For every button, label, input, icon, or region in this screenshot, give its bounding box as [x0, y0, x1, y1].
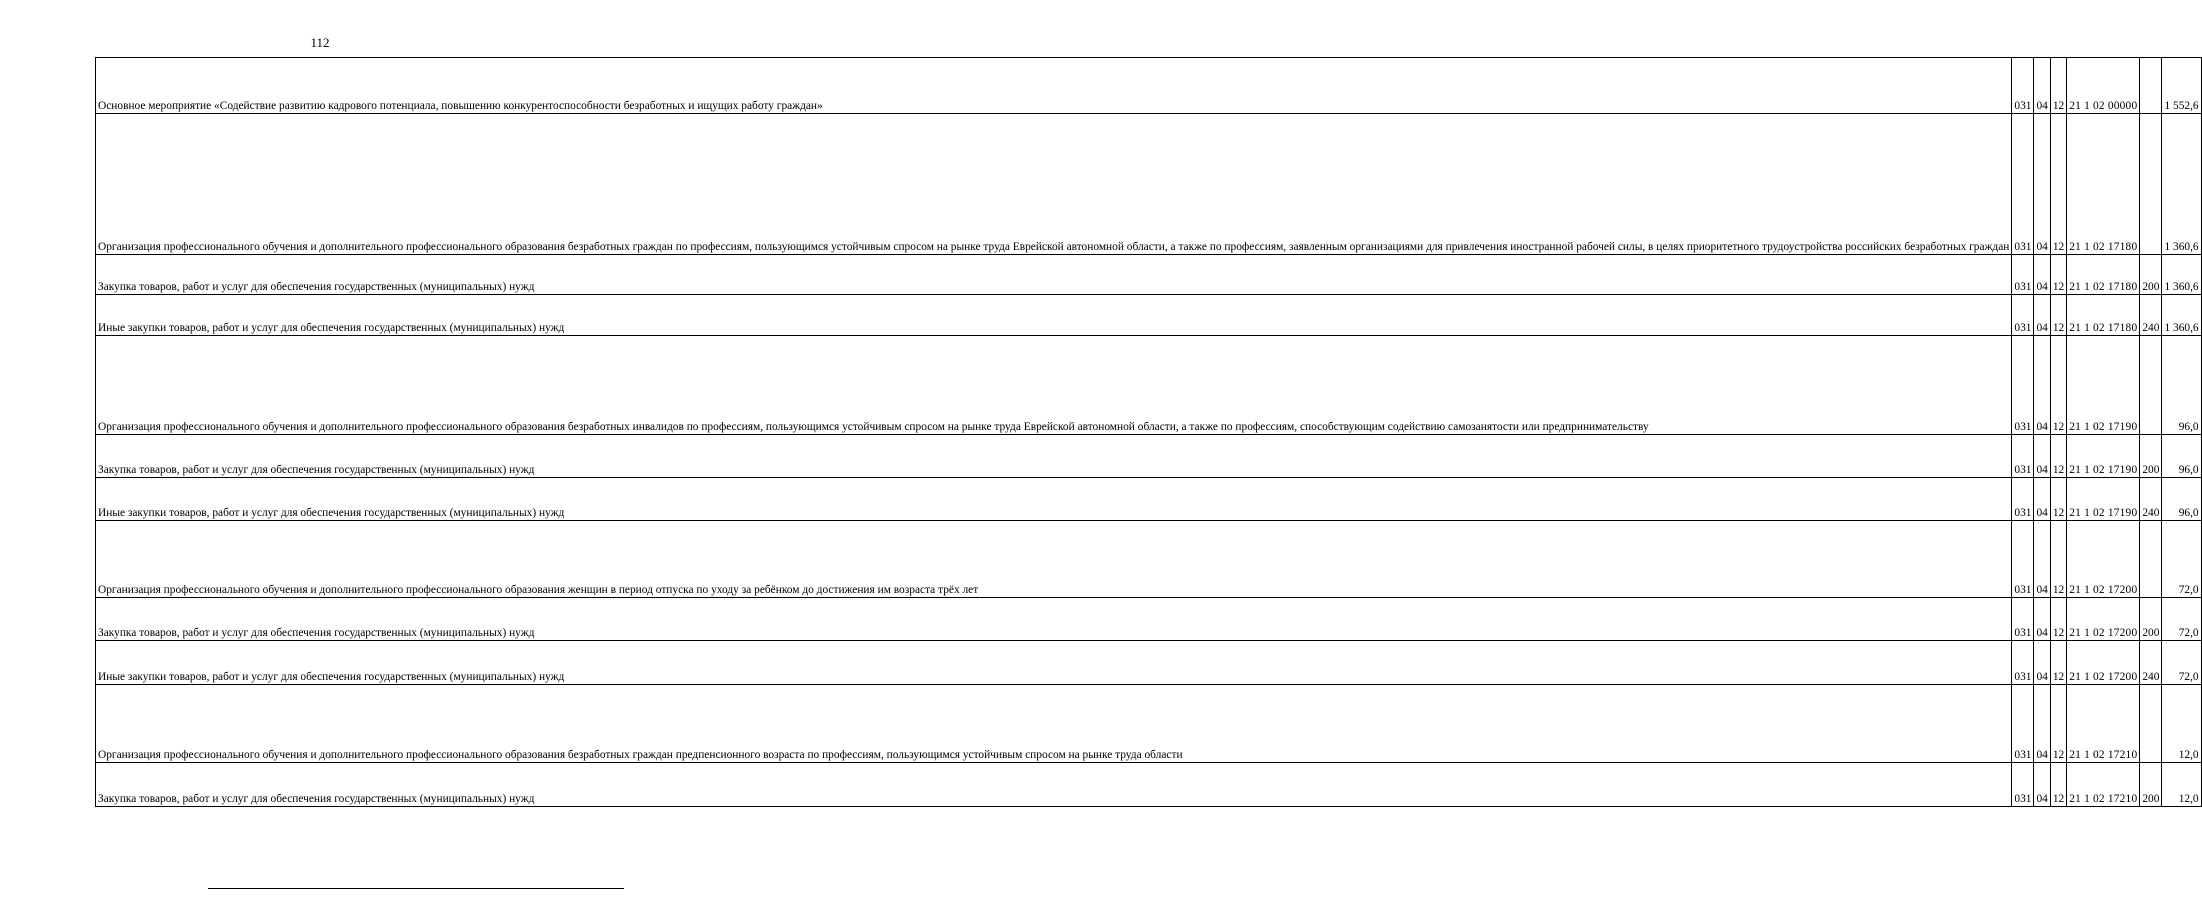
row-name: Закупка товаров, работ и услуг для обеспечения государственных (муниципальных) нужд: [96, 435, 2012, 478]
row-target-article: 21 1 02 00000: [2067, 58, 2140, 114]
table-row: [96, 598, 2202, 641]
row-grbs: 031: [2012, 114, 2034, 255]
row-expense-type: [2140, 685, 2162, 763]
row-amount: 96,0: [2162, 478, 2201, 521]
row-name: Организация профессионального обучения и дополнительного профессионального образования безработных граждан по профессиям, пользующимся устойчивым спросом на рынке труда Еврейской автономной области, а также по профессиям, заявленным организациями для привлечения иностранной рабочей силы, в целях приоритетного трудоустройства российских безработных граждан: [96, 114, 2012, 255]
row-amount: 72,0: [2162, 598, 2201, 641]
table-row: [96, 58, 2202, 114]
row-target-article: 21 1 02 17200: [2067, 598, 2140, 641]
row-section: 04: [2034, 114, 2050, 255]
table-row: [96, 255, 2202, 295]
row-amount: 96,0: [2162, 435, 2201, 478]
row-target-article: 21 1 02 17190: [2067, 336, 2140, 435]
row-subsection: 12: [2050, 685, 2066, 763]
table-row: [96, 763, 2202, 807]
row-target-article: 21 1 02 17180: [2067, 255, 2140, 295]
row-name: Закупка товаров, работ и услуг для обеспечения государственных (муниципальных) нужд: [96, 598, 2012, 641]
row-amount: 72,0: [2162, 641, 2201, 685]
row-grbs: 031: [2012, 435, 2034, 478]
page-number: 112: [310, 35, 330, 50]
row-section: 04: [2034, 295, 2050, 336]
table-row: [96, 685, 2202, 763]
table-row: [96, 336, 2202, 435]
row-name: Закупка товаров, работ и услуг для обеспечения государственных (муниципальных) нужд: [96, 255, 2012, 295]
row-section: 04: [2034, 435, 2050, 478]
row-subsection: 12: [2050, 114, 2066, 255]
row-name: Закупка товаров, работ и услуг для обеспечения государственных (муниципальных) нужд: [96, 763, 2012, 807]
row-expense-type: [2140, 521, 2162, 598]
row-target-article: 21 1 02 17180: [2067, 295, 2140, 336]
row-expense-type: 200: [2140, 255, 2162, 295]
row-section: 04: [2034, 255, 2050, 295]
row-expense-type: 240: [2140, 641, 2162, 685]
row-expense-type: [2140, 336, 2162, 435]
row-amount: 72,0: [2162, 521, 2201, 598]
row-section: 04: [2034, 478, 2050, 521]
row-name: Иные закупки товаров, работ и услуг для обеспечения государственных (муниципальных) нужд: [96, 641, 2012, 685]
budget-table: [95, 57, 2202, 807]
table-row: [96, 295, 2202, 336]
row-grbs: 031: [2012, 58, 2034, 114]
row-name: Иные закупки товаров, работ и услуг для обеспечения государственных (муниципальных) нужд: [96, 295, 2012, 336]
row-expense-type: [2140, 114, 2162, 255]
row-grbs: 031: [2012, 521, 2034, 598]
row-section: 04: [2034, 598, 2050, 641]
row-expense-type: 200: [2140, 435, 2162, 478]
table-row: [96, 435, 2202, 478]
row-subsection: 12: [2050, 58, 2066, 114]
row-target-article: 21 1 02 17180: [2067, 114, 2140, 255]
table-row: [96, 478, 2202, 521]
row-amount: 12,0: [2162, 763, 2201, 807]
row-amount: 96,0: [2162, 336, 2201, 435]
row-section: 04: [2034, 641, 2050, 685]
row-grbs: 031: [2012, 763, 2034, 807]
row-target-article: 21 1 02 17210: [2067, 685, 2140, 763]
row-amount: 1 360,6: [2162, 114, 2201, 255]
table-row: [96, 521, 2202, 598]
row-subsection: 12: [2050, 295, 2066, 336]
row-subsection: 12: [2050, 641, 2066, 685]
row-expense-type: [2140, 58, 2162, 114]
row-name: Основное мероприятие «Содействие развитию кадрового потенциала, повышению конкурентоспособности безработных и ищущих работу граждан»: [96, 58, 2012, 114]
row-subsection: 12: [2050, 435, 2066, 478]
row-amount: 12,0: [2162, 685, 2201, 763]
row-grbs: 031: [2012, 478, 2034, 521]
row-amount: 1 360,6: [2162, 255, 2201, 295]
row-grbs: 031: [2012, 598, 2034, 641]
row-name: Организация профессионального обучения и дополнительного профессионального образования безработных инвалидов по профессиям, пользующимся устойчивым спросом на рынке труда Еврейской автономной области, а также по профессиям, способствующим содействию самозанятости или предпринимательству: [96, 336, 2012, 435]
row-target-article: 21 1 02 17200: [2067, 521, 2140, 598]
row-amount: 1 552,6: [2162, 58, 2201, 114]
row-target-article: 21 1 02 17200: [2067, 641, 2140, 685]
row-name: Организация профессионального обучения и дополнительного профессионального образования женщин в период отпуска по уходу за ребёнком до достижения им возраста трёх лет: [96, 521, 2012, 598]
row-name: Организация профессионального обучения и дополнительного профессионального образования безработных граждан предпенсионного возраста по профессиям, пользующимся устойчивым спросом на рынке труда области: [96, 685, 2012, 763]
row-section: 04: [2034, 685, 2050, 763]
row-expense-type: 240: [2140, 295, 2162, 336]
row-subsection: 12: [2050, 336, 2066, 435]
row-target-article: 21 1 02 17190: [2067, 478, 2140, 521]
table-row: [96, 114, 2202, 255]
row-expense-type: 240: [2140, 478, 2162, 521]
row-grbs: 031: [2012, 336, 2034, 435]
row-subsection: 12: [2050, 598, 2066, 641]
row-amount: 1 360,6: [2162, 295, 2201, 336]
row-subsection: 12: [2050, 255, 2066, 295]
row-grbs: 031: [2012, 295, 2034, 336]
row-target-article: 21 1 02 17190: [2067, 435, 2140, 478]
footer-divider: [208, 888, 624, 889]
row-grbs: 031: [2012, 255, 2034, 295]
row-section: 04: [2034, 521, 2050, 598]
row-section: 04: [2034, 763, 2050, 807]
row-subsection: 12: [2050, 478, 2066, 521]
row-grbs: 031: [2012, 685, 2034, 763]
row-expense-type: 200: [2140, 763, 2162, 807]
row-subsection: 12: [2050, 521, 2066, 598]
row-expense-type: 200: [2140, 598, 2162, 641]
row-target-article: 21 1 02 17210: [2067, 763, 2140, 807]
row-grbs: 031: [2012, 641, 2034, 685]
row-section: 04: [2034, 336, 2050, 435]
row-name: Иные закупки товаров, работ и услуг для обеспечения государственных (муниципальных) нужд: [96, 478, 2012, 521]
table-row: [96, 641, 2202, 685]
row-section: 04: [2034, 58, 2050, 114]
row-subsection: 12: [2050, 763, 2066, 807]
